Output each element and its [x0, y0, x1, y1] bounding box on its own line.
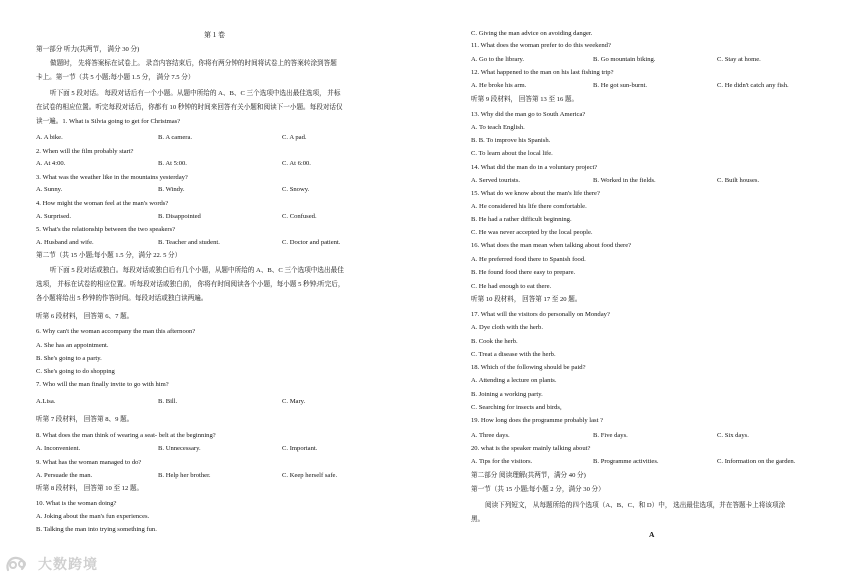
option-row — [471, 432, 841, 440]
text-line: B. Talking the man into trying something fun. — [36, 526, 157, 533]
text-line: 3. What was the weather like in the mountains yesterday? — [36, 174, 188, 181]
text-line: 第二部分 阅读理解(共两节，满分 40 分) — [471, 472, 586, 479]
text-line: 读一遍。1. What is Silvia going to get for Christmas? — [36, 118, 181, 125]
section-a-label: A — [649, 530, 655, 539]
text-line: 听第 7 段材料， 回答第 8、9 题。 — [36, 416, 134, 423]
option-row — [36, 186, 416, 194]
text-line: 13. Why did the man go to South America? — [471, 111, 586, 118]
text-line: 阅读下列短文， 从每题所给的四个选项（A、B、C、和 D）中， 选出最佳选项，并在答题卡上将该项涂 — [485, 502, 786, 509]
text-line: 听第 10 段材料， 回答第 17 至 20 题。 — [471, 296, 582, 303]
text-line: 听第 6 段材料， 回答第 6、7 题。 — [36, 313, 134, 320]
text-line: 黑。 — [471, 516, 485, 523]
option-a: A. Go to the library. — [471, 56, 525, 63]
text-line: 在试卷的相应位置。听完每段对话后，你都有 10 秒钟的时间来回答有关小题和阅读下一小题。每段对话仅 — [36, 104, 343, 111]
option-row — [471, 177, 841, 185]
option-c: C. Doctor and patient. — [282, 239, 341, 246]
text-line: 听下面 5 段对话或独白。每段对话或独白后有几个小题，从题中所给的 A、B、C 三个选项中选出最佳 — [50, 267, 344, 274]
option-c: C. Built houses. — [717, 177, 760, 184]
watermark-logo-icon — [4, 554, 32, 574]
text-line: 7. Who will the man finally invite to go with him? — [36, 381, 169, 388]
option-row — [36, 160, 416, 168]
text-line: B. He had a rather difficult beginning. — [471, 216, 572, 223]
text-line: C. She's going to do shopping — [36, 368, 115, 375]
text-line: 选项， 并标在试卷的相应位置。听每段对话或独白前， 你将有时间阅读各个小题，每小题 5 秒钟;听完后， — [36, 281, 345, 288]
text-line: 听下面 5 段对话。 每段对话后有一个小题。从题中所给的 A、B、C 三个选项中选出最佳选项， 并标 — [50, 90, 341, 97]
option-a: A. Surprised. — [36, 213, 71, 220]
text-line: A. Joking about the man's fun experiences. — [36, 513, 150, 520]
option-a: A. Inconvenient. — [36, 445, 81, 452]
text-line: C. He had enough to eat there. — [471, 283, 552, 290]
text-line: A. She has an appointment. — [36, 342, 109, 349]
text-line: A. He considered his life there comfortable. — [471, 203, 587, 210]
option-a: A. Sunny. — [36, 186, 63, 193]
option-b: B. Teacher and student. — [158, 239, 220, 246]
text-line: 5. What's the relationship between the two speakers? — [36, 226, 176, 233]
option-c: C. He didn't catch any fish. — [717, 82, 789, 89]
option-c: C. Stay at home. — [717, 56, 761, 63]
watermark — [4, 552, 124, 576]
text-line: 14. What did the man do in a voluntary project? — [471, 164, 598, 171]
text-line: 18. Which of the following should be paid? — [471, 364, 586, 371]
text-line: 10. What is the woman doing? — [36, 500, 117, 507]
text-line: B. She's going to a party. — [36, 355, 102, 362]
text-line: C. To learn about the local life. — [471, 150, 553, 157]
option-row — [36, 134, 416, 142]
text-line: 2. When will the film probably start? — [36, 148, 134, 155]
text-line: 做题时， 先将答案标在试卷上。 录音内容结束后，你将有两分钟的时间将试卷上的答案转涂到答题 — [50, 60, 337, 67]
text-line: 第一节（共 15 小题;每小题 2 分，满分 30 分） — [471, 486, 605, 493]
text-line: A. He preferred food there to Spanish food. — [471, 256, 586, 263]
option-b: B. Help her brother. — [158, 472, 211, 479]
option-a: A. Persuade the man. — [36, 472, 93, 479]
text-line: 第一部分 听力(共两节， 满分 30 分) — [36, 46, 140, 53]
option-row — [36, 472, 416, 480]
watermark-text: 大数跨境 — [38, 557, 98, 573]
option-c: C. Information on the garden. — [717, 458, 796, 465]
option-a: A. He broke his arm. — [471, 82, 527, 89]
text-line: 19. How long does the programme probably last ? — [471, 417, 604, 424]
text-line: 听第 8 段材料， 回答第 10 至 12 题。 — [36, 485, 144, 492]
option-c: C. Mary. — [282, 398, 306, 405]
text-line: 11. What does the woman prefer to do this weekend? — [471, 42, 611, 49]
text-line: C. Searching for insects and birds, — [471, 404, 562, 411]
option-b: B. Unnecessary. — [158, 445, 201, 452]
option-a: A. Three days. — [471, 432, 510, 439]
option-row — [471, 82, 841, 90]
option-b: B. At 5:00. — [158, 160, 187, 167]
option-b: B. Five days. — [593, 432, 628, 439]
text-line: A. Dye cloth with the herb. — [471, 324, 543, 331]
text-line: B. He found food there easy to prepare. — [471, 269, 576, 276]
option-c: C. A pad. — [282, 134, 307, 141]
option-c: C. At 6:00. — [282, 160, 311, 167]
option-a: A. At 4:00. — [36, 160, 66, 167]
text-line: 20. what is the speaker mainly talking about? — [471, 445, 591, 452]
option-a: A.Lisa. — [36, 398, 56, 405]
option-row — [471, 56, 841, 64]
option-b: B. A camera. — [158, 134, 193, 141]
option-c: C. Snowy. — [282, 186, 310, 193]
option-b: B. Go mountain biking. — [593, 56, 656, 63]
text-line: 4. How might the woman feel at the man's words? — [36, 200, 169, 207]
text-line: 9. What has the woman managed to do? — [36, 459, 142, 466]
option-a: A. A bike. — [36, 134, 63, 141]
option-row — [36, 445, 416, 453]
option-row — [36, 239, 416, 247]
option-a: A. Served tourists. — [471, 177, 521, 184]
text-line: 6. Why can't the woman accompany the man this afternoon? — [36, 328, 196, 335]
option-a: A. Tips for the visitors. — [471, 458, 533, 465]
option-a: A. Husband and wife. — [36, 239, 94, 246]
text-line: B. Cook the herb. — [471, 338, 518, 345]
text-line: C. Giving the man advice on avoiding danger. — [471, 30, 593, 37]
option-b: B. Bill. — [158, 398, 178, 405]
option-c: C. Confused. — [282, 213, 317, 220]
text-line: 听第 9 段材料， 回答第 13 至 16 题。 — [471, 96, 579, 103]
text-line: A. To teach English. — [471, 124, 525, 131]
text-line: 16. What does the man mean when talking about food there? — [471, 242, 632, 249]
text-line: A. Attending a lecture on plants. — [471, 377, 557, 384]
option-c: C. Keep herself safe. — [282, 472, 338, 479]
option-b: B. He got sun-burnt. — [593, 82, 648, 89]
option-b: B. Worked in the fields. — [593, 177, 656, 184]
option-c: C. Six days. — [717, 432, 749, 439]
option-b: B. Windy. — [158, 186, 185, 193]
option-row — [36, 213, 416, 221]
option-b: B. Disappointed — [158, 213, 201, 220]
option-c: C. Important. — [282, 445, 318, 452]
text-line: 8. What does the man think of wearing a seat- belt at the beginning? — [36, 432, 216, 439]
text-line: 第二节（共 15 小题;每小题 1.5 分，满分 22. 5 分） — [36, 252, 182, 259]
text-line: 各小题将给出 5 秒钟的作答时间。每段对话或独白读两遍。 — [36, 295, 208, 302]
option-row — [471, 458, 841, 466]
text-line: B. B. To improve his Spanish. — [471, 137, 551, 144]
text-line: 17. What will the visitors do personally on Monday? — [471, 311, 610, 318]
page-title: 第 1 卷 — [204, 31, 225, 39]
text-line: 15. What do we know about the man's life there? — [471, 190, 600, 197]
text-line: 卡上。第一节（共 5 小题;每小题 1.5 分， 满分 7.5 分） — [36, 74, 195, 81]
text-line: B. Joining a working party. — [471, 391, 543, 398]
text-line: C. He was never accepted by the local people. — [471, 229, 593, 236]
option-row — [36, 398, 416, 406]
text-line: C. Treat a disease with the herb. — [471, 351, 556, 358]
text-line: 12. What happened to the man on his last fishing trip? — [471, 69, 614, 76]
option-b: B. Programme activities. — [593, 458, 659, 465]
